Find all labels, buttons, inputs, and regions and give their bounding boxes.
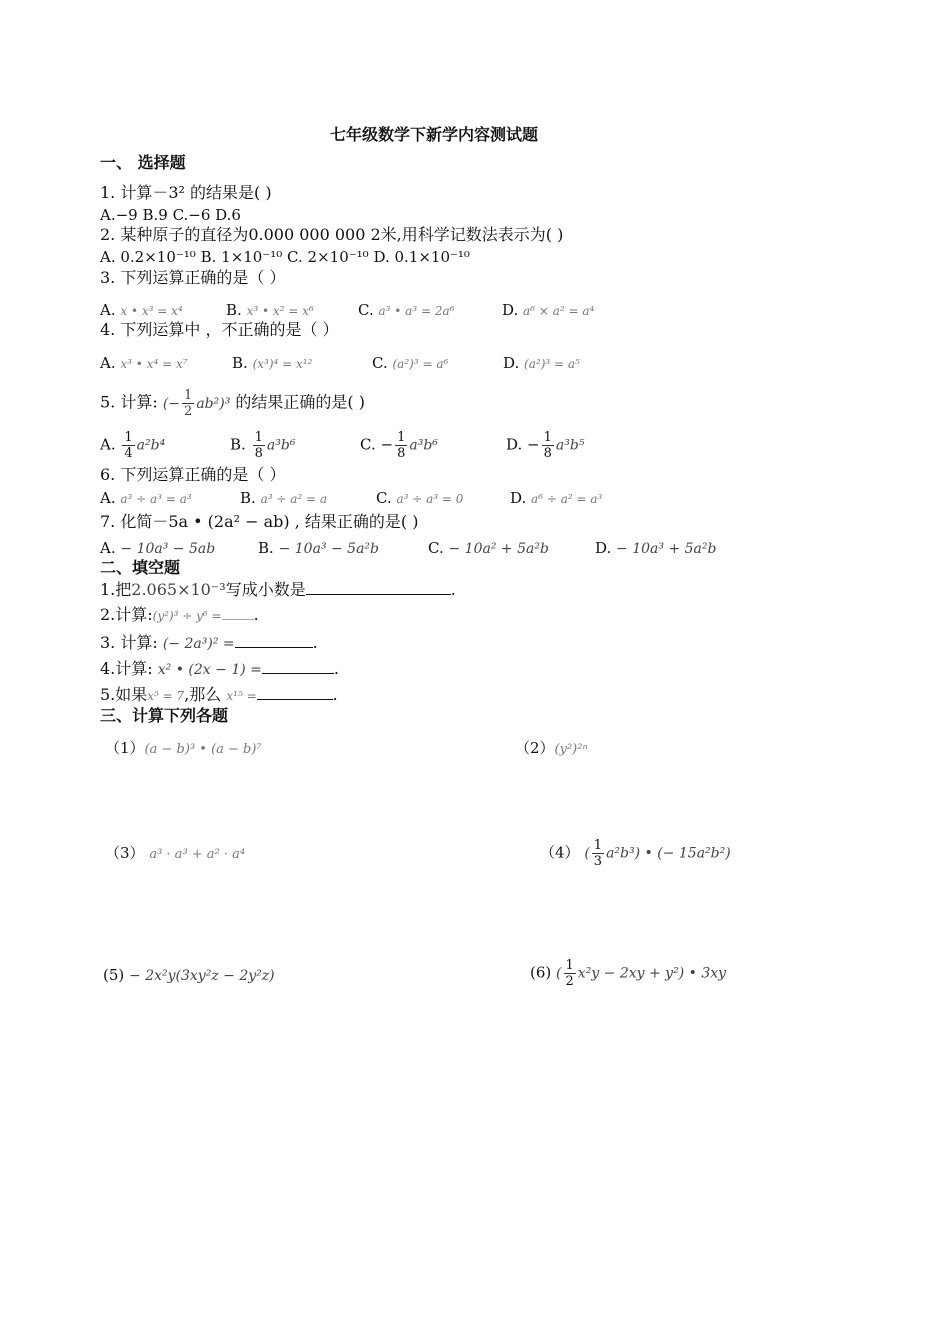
problem-label: (6) bbox=[530, 963, 552, 982]
q5-expression: (− $\frac{1}{2}$ ab²)³ bbox=[162, 388, 231, 419]
fill5-math2: x¹⁵ = bbox=[226, 689, 257, 703]
q4-math-c: (a²)³ = a⁶ bbox=[392, 357, 449, 371]
option-letter: D. bbox=[503, 354, 520, 372]
q3-option-c bbox=[358, 300, 454, 321]
compute-problem-4 bbox=[540, 838, 731, 869]
answer-blank[interactable] bbox=[235, 633, 313, 648]
fraction: $\frac{1}{3}$ bbox=[593, 838, 603, 869]
fill3-math: (− 2a³)² = bbox=[162, 636, 235, 652]
option-letter: B. bbox=[258, 539, 274, 557]
answer-blank[interactable] bbox=[257, 685, 333, 700]
q6-option-a bbox=[100, 488, 192, 509]
option-letter: D. bbox=[506, 435, 523, 454]
question-3: 3. 下列运算正确的是（ ） bbox=[100, 268, 286, 287]
q5-suffix: 的结果正确的是( ) bbox=[235, 392, 365, 412]
question-1: 1. 计算－3² 的结果是( ) bbox=[100, 183, 272, 202]
question-6: 6. 下列运算正确的是（ ） bbox=[100, 465, 286, 484]
q4-math-d: (a²)³ = a⁵ bbox=[524, 357, 580, 371]
q3-option-b bbox=[226, 300, 314, 321]
option-letter: D. bbox=[502, 301, 519, 319]
q7-math-c: − 10a² + 5a²b bbox=[448, 541, 549, 557]
q3-option-d bbox=[502, 300, 594, 321]
compute-problem-5 bbox=[103, 965, 275, 986]
fill2-math: (y²)³ ÷ y⁶ = bbox=[152, 609, 222, 623]
compute-problem-2 bbox=[515, 738, 588, 760]
q7-option-d bbox=[595, 538, 716, 559]
period: . bbox=[333, 659, 339, 678]
problem-6-open: ( bbox=[556, 965, 562, 982]
q6-option-d bbox=[510, 488, 602, 509]
fill-question-1 bbox=[100, 580, 456, 600]
problem-4-open: ( bbox=[584, 845, 590, 862]
option-letter: C. bbox=[428, 539, 444, 557]
compute-problem-3 bbox=[105, 843, 245, 865]
fill3-prefix: 3. 计算: bbox=[100, 633, 158, 652]
problem-5-math: − 2x²y(3xy²z − 2y²z) bbox=[129, 968, 275, 984]
fill-question-5 bbox=[100, 685, 338, 706]
compute-problem-1 bbox=[105, 738, 262, 760]
minus-sign: − bbox=[380, 435, 394, 454]
q7-math-b: − 10a³ − 5a²b bbox=[278, 541, 379, 557]
q4-option-c bbox=[372, 353, 448, 374]
q7-math-a: − 10a³ − 5ab bbox=[120, 541, 216, 557]
fraction: $\frac{1}{4}$ bbox=[124, 430, 133, 461]
question-5 bbox=[100, 388, 365, 419]
fill1-text: 写成小数是 bbox=[225, 580, 306, 599]
q7-option-c bbox=[428, 538, 549, 559]
answer-blank[interactable] bbox=[306, 580, 451, 595]
problem-6-math: x²y − 2xy + y²) • 3xy bbox=[577, 965, 727, 982]
period: . bbox=[332, 685, 338, 704]
section-heading-compute: 三、计算下列各题 bbox=[100, 706, 229, 725]
section-heading-choice: 一、 选择题 bbox=[100, 153, 186, 172]
q5-math-b: a³b⁶ bbox=[266, 437, 296, 454]
fill-question-2 bbox=[100, 605, 259, 626]
fill5-prefix: 5.如果 bbox=[100, 685, 148, 704]
q3-option-a bbox=[100, 300, 183, 321]
q7-option-a bbox=[100, 538, 215, 559]
q5-option-d bbox=[506, 430, 584, 461]
fraction: $\frac{1}{2}$ bbox=[565, 958, 574, 989]
compute-problem-6 bbox=[530, 958, 726, 989]
option-letter: A. bbox=[100, 354, 116, 372]
fill2-prefix: 2.计算: bbox=[100, 605, 153, 624]
option-letter: D. bbox=[595, 539, 612, 557]
fill1-prefix: 1.把 bbox=[100, 580, 132, 599]
option-letter: B. bbox=[226, 301, 242, 319]
option-letter: B. bbox=[240, 489, 256, 507]
question-2-options: A. 0.2×10⁻¹⁰ B. 1×10⁻¹⁰ C. 2×10⁻¹⁰ D. 0.1×10⁻¹⁰ bbox=[100, 248, 470, 266]
q3-math-a: x • x³ = x⁴ bbox=[120, 304, 183, 318]
q6-option-b bbox=[240, 488, 327, 509]
q7-math-d: − 10a³ + 5a²b bbox=[616, 541, 717, 557]
problem-label: (5) bbox=[103, 966, 125, 984]
problem-label: （3） bbox=[105, 844, 145, 862]
period: . bbox=[253, 605, 259, 624]
option-letter: C. bbox=[360, 435, 376, 454]
q4-option-d bbox=[503, 353, 580, 374]
option-letter: A. bbox=[100, 489, 116, 507]
option-letter: C. bbox=[376, 489, 392, 507]
fill-question-3 bbox=[100, 633, 318, 654]
q6-math-d: a⁶ ÷ a² = a³ bbox=[531, 492, 603, 506]
question-7: 7. 化简－5a • (2a² − ab) , 结果正确的是( ) bbox=[100, 512, 419, 531]
q3-math-c: a³ • a³ = 2a⁶ bbox=[378, 304, 455, 318]
q5-math-d: a³b⁵ bbox=[555, 437, 585, 454]
fraction: $\frac{1}{2}$ bbox=[184, 388, 193, 419]
problem-1-math: (a − b)³ • (a − b)⁷ bbox=[144, 742, 262, 757]
q4-math-a: x³ • x⁴ = x⁷ bbox=[120, 357, 188, 371]
fraction: $\frac{1}{8}$ bbox=[254, 430, 263, 461]
q5-math-c: a³b⁶ bbox=[409, 437, 438, 454]
q3-math-b: x³ • x² = x⁶ bbox=[246, 304, 314, 318]
fill5-math: x⁵ = 7 bbox=[147, 689, 185, 703]
problem-label: （4） bbox=[540, 843, 580, 862]
section-heading-fill: 二、填空题 bbox=[100, 558, 181, 577]
problem-label: （1） bbox=[105, 739, 145, 757]
fill-question-4 bbox=[100, 659, 339, 680]
q7-option-b bbox=[258, 538, 379, 559]
q5-option-b bbox=[230, 430, 295, 461]
fill4-prefix: 4.计算: bbox=[100, 659, 153, 678]
question-4: 4. 下列运算中 ，不正确的是（ ） bbox=[100, 320, 339, 339]
option-letter: C. bbox=[358, 301, 374, 319]
q6-math-b: a³ ÷ a² = a bbox=[260, 492, 328, 506]
answer-blank[interactable] bbox=[222, 605, 254, 620]
q4-math-b: (x³)⁴ = x¹² bbox=[252, 357, 313, 371]
q6-math-a: a³ ÷ a³ = a³ bbox=[120, 492, 192, 506]
question-1-options: A.−9 B.9 C.−6 D.6 bbox=[100, 206, 241, 224]
problem-4-math: a²b³) • (− 15a²b²) bbox=[606, 845, 731, 862]
q5-option-a bbox=[100, 430, 165, 461]
fill1-math: 2.065×10⁻³ bbox=[131, 580, 226, 599]
q6-option-c bbox=[376, 488, 463, 509]
option-letter: B. bbox=[232, 354, 248, 372]
q5-option-c bbox=[360, 430, 438, 461]
answer-blank[interactable] bbox=[262, 659, 334, 674]
q4-option-b bbox=[232, 353, 312, 374]
page-title: 七年级数学下新学内容测试题 bbox=[330, 125, 539, 144]
minus-sign: − bbox=[527, 435, 540, 454]
option-letter: B. bbox=[230, 435, 246, 454]
problem-2-math: (y²)²ⁿ bbox=[554, 742, 588, 757]
fraction: $\frac{1}{8}$ bbox=[543, 430, 552, 461]
q5-math-a: a²b⁴ bbox=[136, 437, 166, 454]
fill4-math: x² • (2x − 1) = bbox=[157, 662, 262, 678]
q5-prefix: 5. 计算: bbox=[100, 392, 158, 412]
q4-option-a bbox=[100, 353, 188, 374]
problem-label: （2） bbox=[515, 739, 555, 757]
fill5-mid: ,那么 bbox=[184, 685, 222, 704]
option-letter: A. bbox=[100, 301, 116, 319]
option-letter: A. bbox=[100, 435, 116, 454]
problem-3-math: a³ · a³ + a² · a⁴ bbox=[149, 847, 246, 862]
question-2: 2. 某种原子的直径为0.000 000 000 2米,用科学记数法表示为( ) bbox=[100, 225, 564, 244]
option-letter: D. bbox=[510, 489, 527, 507]
option-letter: A. bbox=[100, 539, 116, 557]
fraction: $\frac{1}{8}$ bbox=[397, 430, 406, 461]
q6-math-c: a³ ÷ a³ = 0 bbox=[396, 492, 464, 506]
period: . bbox=[450, 580, 456, 599]
option-letter: C. bbox=[372, 354, 388, 372]
q3-math-d: a⁶ × a² = a⁴ bbox=[523, 304, 595, 318]
period: . bbox=[312, 633, 318, 652]
